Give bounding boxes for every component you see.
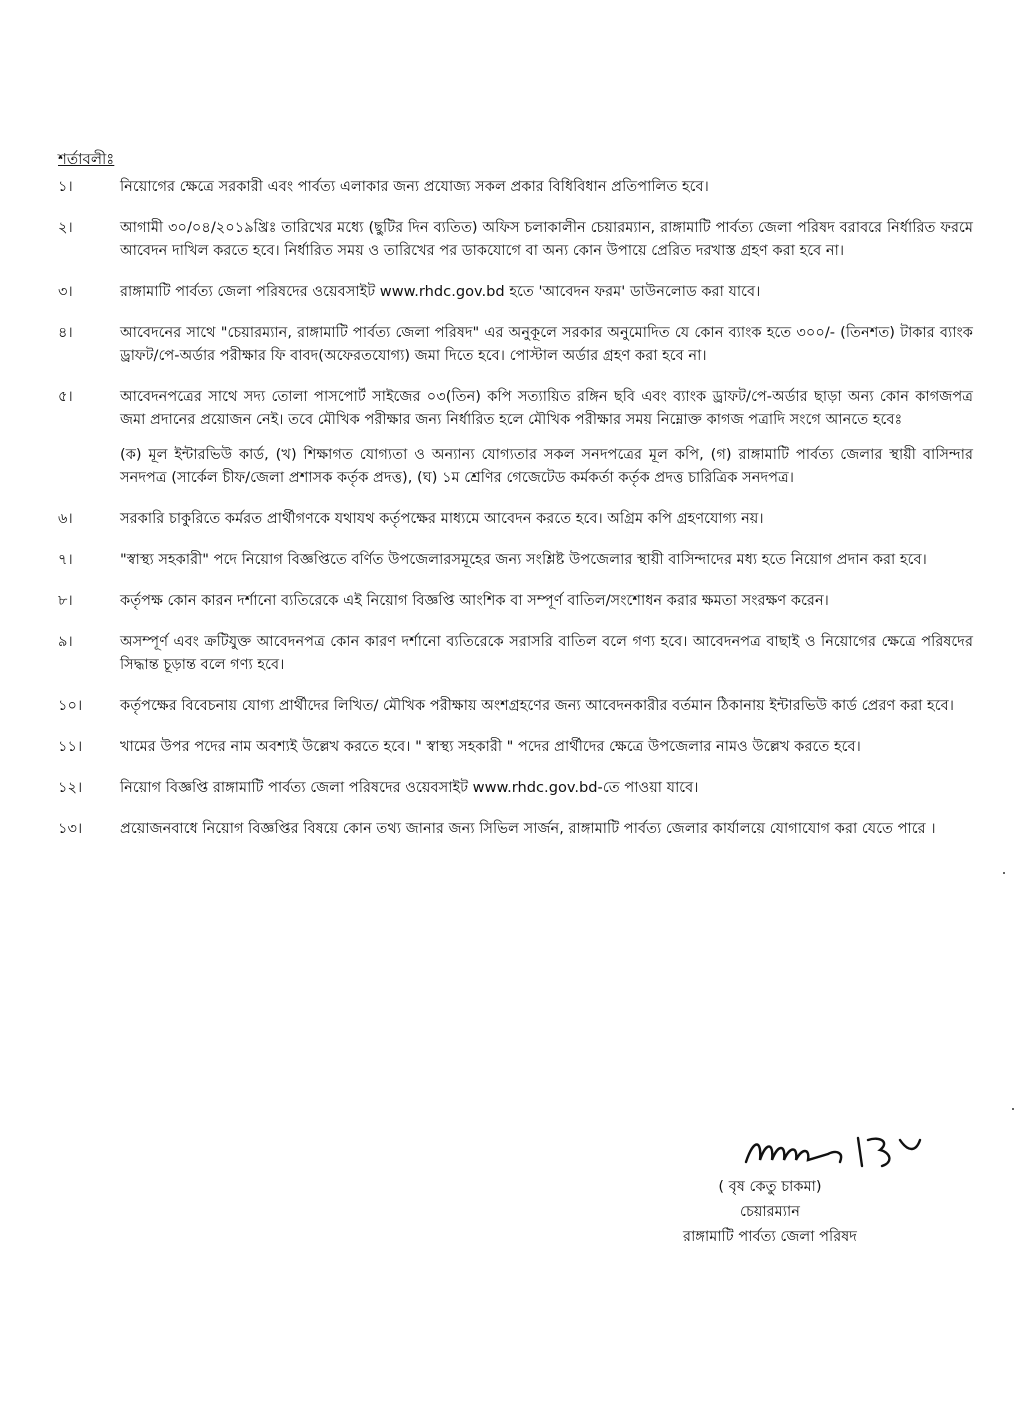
term-text: রাঙ্গামাটি পার্বত্য জেলা পরিষদের ওয়েবসাইট www.rhdc.gov.bd হতে 'আবেদন ফরম' ডাউনলোড করা যাবে। — [120, 283, 761, 300]
term-number: ২। — [58, 219, 73, 236]
term-number: ১২। — [58, 779, 83, 796]
term-text: নিয়োগ বিজ্ঞপ্তি রাঙ্গামাটি পার্বত্য জেলা পরিষদের ওয়েবসাইট www.rhdc.gov.bd-তে পাওয়া যাবে। — [120, 779, 699, 796]
required-documents-list: (ক) মূল ইন্টারভিউ কার্ড, (খ) শিক্ষাগত যোগ্যতা ও অন্যান্য যোগ্যতার সকল সনদপত্রের মূল কপি, (গ) রাঙ্গামাটি পার্বত্য জেলার স্থায়ী বাসিন্দার সনদপত্র (সার্কেল চীফ/জেলা প্রশাসক কর্তৃক প্রদত্ত), (ঘ) ১ম শ্রেণির গেজেটেড কর্মকর্তা কর্তৃক প্রদত্ত চারিত্রিক সনদপত্র। — [120, 446, 973, 486]
term-number: ১১। — [58, 738, 83, 755]
term-item — [58, 548, 973, 571]
term-item — [58, 735, 973, 758]
term-item — [58, 507, 973, 530]
term-item — [58, 175, 973, 198]
term-item — [58, 589, 973, 612]
term-text: কর্তৃপক্ষের বিবেচনায় যোগ্য প্রার্থীদের লিখিত/ মৌখিক পরীক্ষায় অংশগ্রহণের জন্য আবেদনকারীর বর্তমান ঠিকানায় ইন্টারভিউ কার্ড প্রেরণ করা হবে। — [120, 697, 954, 714]
term-item — [58, 280, 973, 303]
term-item — [58, 385, 973, 431]
term-number: ৭। — [58, 551, 73, 568]
term-number: ৩। — [58, 283, 73, 300]
signatory-block — [620, 1138, 920, 1245]
term-item — [58, 216, 973, 262]
term-item — [58, 776, 973, 799]
term-number: ১৩। — [58, 820, 83, 837]
terms-list — [58, 175, 973, 840]
term-number: ১। — [58, 178, 73, 195]
signatory-office: রাঙ্গামাটি পার্বত্য জেলা পরিষদ — [683, 1228, 857, 1245]
signatory-name: ( বৃষ কেতু চাকমা) — [718, 1178, 822, 1195]
term-number: ৮। — [58, 592, 73, 609]
scan-speck — [1003, 872, 1005, 874]
term-text: নিয়োগের ক্ষেত্রে সরকারী এবং পার্বত্য এলাকার জন্য প্রযোজ্য সকল প্রকার বিধিবিধান প্রতিপালিত হবে। — [120, 178, 709, 195]
term-item — [58, 321, 973, 367]
signatory-title: চেয়ারম্যান — [740, 1203, 800, 1220]
term-item — [58, 630, 973, 676]
terms-heading: শর্তাবলীঃ — [58, 150, 115, 168]
term-item — [58, 817, 973, 840]
term-text: প্রয়োজনবাধে নিয়োগ বিজ্ঞপ্তির বিষয়ে কোন তথ্য জানার জন্য সিভিল সার্জন, রাঙ্গামাটি পার্বত্য জেলার কার্যালয়ে যোগাযোগ করা যেতে পারে । — [120, 820, 936, 837]
term-text: আগামী ৩০/০৪/২০১৯খ্রিঃ তারিখের মধ্যে (ছুটির দিন ব্যতিত) অফিস চলাকালীন চেয়ারম্যান, রাঙ্গামাটি পার্বত্য জেলা পরিষদ বরাবরে নির্ধারিত ফরমে আবেদন দাখিল করতে হবে। নির্ধারিত সময় ও তারিখের পর ডাকযোগে বা অন্য কোন উপায়ে প্রেরিত দরখাস্ত গ্রহণ করা হবে না। — [120, 219, 973, 259]
term-text: আবেদনের সাথে "চেয়ারম্যান, রাঙ্গামাটি পার্বত্য জেলা পরিষদ" এর অনুকূলে সরকার অনুমোদিত যে কোন ব্যাংক হতে ৩০০/- (তিনশত) টাকার ব্যাংক ড্রাফট/পে-অর্ডার পরীক্ষার ফি বাবদ(অফেরতযোগ্য) জমা দিতে হবে। পোস্টাল অর্ডার গ্রহণ করা হবে না। — [120, 324, 973, 364]
term-text: খামের উপর পদের নাম অবশ্যই উল্লেখ করতে হবে। " স্বাস্থ্য সহকারী " পদের প্রার্থীদের ক্ষেত্রে উপজেলার নামও উল্লেখ করতে হবে। — [120, 738, 861, 755]
term-text: "স্বাস্থ্য সহকারী" পদে নিয়োগ বিজ্ঞপ্তিতে বর্ণিত উপজেলারসমূহের জন্য সংশ্লিষ্ট উপজেলার স্থায়ী বাসিন্দাদের মধ্য হতে নিয়োগ প্রদান করা হবে। — [120, 551, 927, 568]
term-number: ৫। — [58, 388, 73, 405]
term-number: ৯। — [58, 633, 73, 650]
scan-speck — [1012, 1108, 1014, 1110]
term-text: আবেদনপত্রের সাথে সদ্য তোলা পাসপোর্ট সাইজের ০৩(তিন) কপি সত্যায়িত রঙ্গিন ছবি এবং ব্যাংক ড্রাফট/পে-অর্ডার ছাড়া অন্য কোন কাগজপত্র জমা প্রদানের প্রয়োজন নেই। তবে মৌখিক পরীক্ষার জন্য নির্ধারিত হলে মৌখিক পরীক্ষার সময় নিম্নোক্ত কাগজ পত্রাদি সংগে আনতে হবেঃ — [120, 388, 973, 428]
term-number: ৪। — [58, 324, 73, 341]
term-text: অসম্পূর্ণ এবং ক্রটিযুক্ত আবেদনপত্র কোন কারণ দর্শানো ব্যতিরেকে সরাসরি বাতিল বলে গণ্য হবে। আবেদনপত্র বাছাই ও নিয়োগের ক্ষেত্রে পরিষদের সিদ্ধান্ত চূড়ান্ত বলে গণ্য হবে। — [120, 633, 973, 673]
term-number: ৬। — [58, 510, 73, 527]
term-item — [58, 694, 973, 717]
term-number: ১০। — [58, 697, 83, 714]
term-text: সরকারি চাকুরিতে কর্মরত প্রার্থীগণকে যথাযথ কর্তৃপক্ষের মাধ্যমে আবেদন করতে হবে। অগ্রিম কপি গ্রহণযোগ্য নয়। — [120, 510, 764, 527]
term-text: কর্তৃপক্ষ কোন কারন দর্শানো ব্যতিরেকে এই নিয়োগ বিজ্ঞপ্তি আংশিক বা সম্পূর্ণ বাতিল/সংশোধন করার ক্ষমতা সংরক্ষণ করেন। — [120, 592, 829, 609]
